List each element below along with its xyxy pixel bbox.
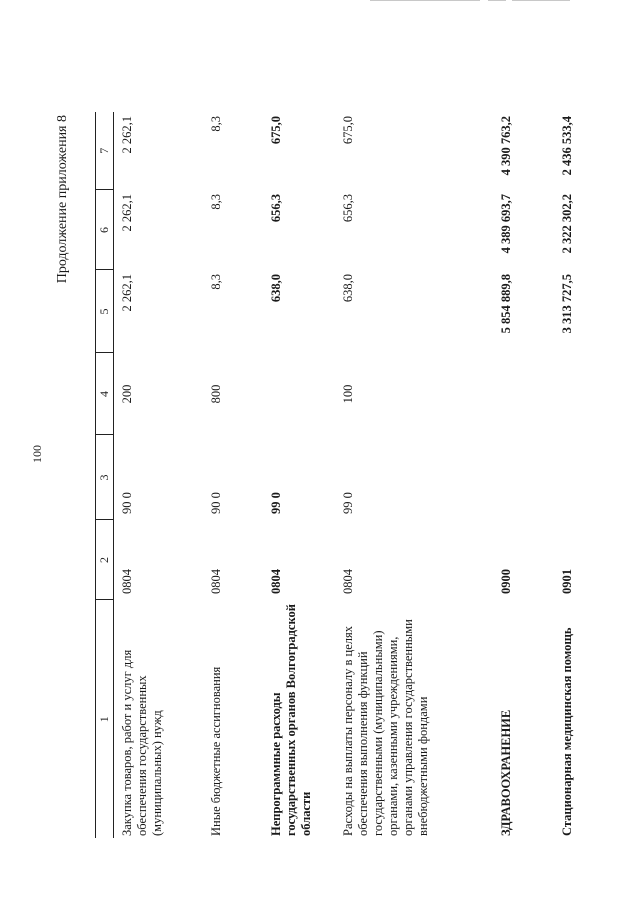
- expense-type: [551, 353, 605, 435]
- row-name: Иные бюджетные ассигнования: [209, 666, 223, 836]
- amount-col6: 2 322 302,2: [560, 194, 574, 254]
- amount-col6: 656,3: [269, 194, 283, 223]
- target-code: 90 0: [120, 492, 134, 514]
- column-header: 6: [96, 190, 114, 270]
- table-row: [253, 112, 331, 838]
- row-name: Непрограммные расходы государственных органов Волгоградской области: [269, 604, 313, 836]
- table-row: [551, 112, 605, 838]
- target-code: [551, 435, 605, 520]
- expense-type: [491, 353, 551, 435]
- amount-col7: 8,3: [209, 116, 223, 132]
- table-row: [193, 112, 253, 838]
- table-row: [331, 112, 491, 838]
- row-name: Стационарная медицинская помощь: [560, 627, 574, 836]
- row-name: Расходы на выплаты персоналу в целях обеспечения выполнения функций государственными (муниципальными) органами, казенными учреждениями, органами управления государственными внебюджетными фондами: [341, 619, 430, 836]
- section-code: 0900: [499, 569, 513, 594]
- amount-col7: 4 390 763,2: [499, 116, 513, 176]
- amount-col6: 4 389 693,7: [499, 194, 513, 254]
- section-code: 0804: [120, 569, 134, 594]
- row-name: Закупка товаров, работ и услуг для обеспечения государственных (муниципальных) нужд: [120, 649, 164, 836]
- budget-table: [95, 112, 605, 838]
- amount-col6: 656,3: [341, 194, 355, 223]
- section-code: 0804: [269, 569, 283, 594]
- table-row: [491, 112, 551, 838]
- amount-col5: 638,0: [269, 274, 283, 303]
- column-header: 7: [96, 112, 114, 190]
- amount-col5: 5 854 889,8: [499, 274, 513, 334]
- target-code: 99 0: [269, 492, 283, 514]
- row-name: ЗДРАВООХРАНЕНИЕ: [499, 709, 513, 836]
- target-code: [491, 435, 551, 520]
- column-header: 4: [96, 353, 114, 435]
- amount-col7: 675,0: [341, 116, 355, 145]
- expense-type: 800: [209, 384, 223, 404]
- table-row: [114, 112, 194, 838]
- appendix-title: Продолжение приложения 8: [55, 115, 70, 284]
- section-code: 0804: [209, 569, 223, 594]
- column-header: 3: [96, 435, 114, 520]
- section-code: 0901: [560, 569, 574, 594]
- expense-type: [253, 353, 331, 435]
- column-header: 1: [96, 600, 114, 838]
- column-header: 2: [96, 520, 114, 600]
- amount-col5: 8,3: [209, 274, 223, 290]
- expense-type: 100: [341, 384, 355, 404]
- amount-col5: 3 313 727,5: [560, 274, 574, 334]
- amount-col6: 8,3: [209, 194, 223, 210]
- amount-col5: 638,0: [341, 274, 355, 303]
- amount-col6: 2 262,1: [120, 194, 134, 232]
- table-header-row: [96, 112, 114, 838]
- column-header: 5: [96, 270, 114, 353]
- amount-col5: 2 262,1: [120, 274, 134, 312]
- target-code: 99 0: [341, 492, 355, 514]
- amount-col7: 675,0: [269, 116, 283, 145]
- amount-col7: 2 436 533,4: [560, 116, 574, 176]
- amount-col7: 2 262,1: [120, 116, 134, 154]
- page-number: 100: [30, 445, 44, 463]
- target-code: 90 0: [209, 492, 223, 514]
- expense-type: 200: [120, 384, 134, 404]
- section-code: 0804: [341, 569, 355, 594]
